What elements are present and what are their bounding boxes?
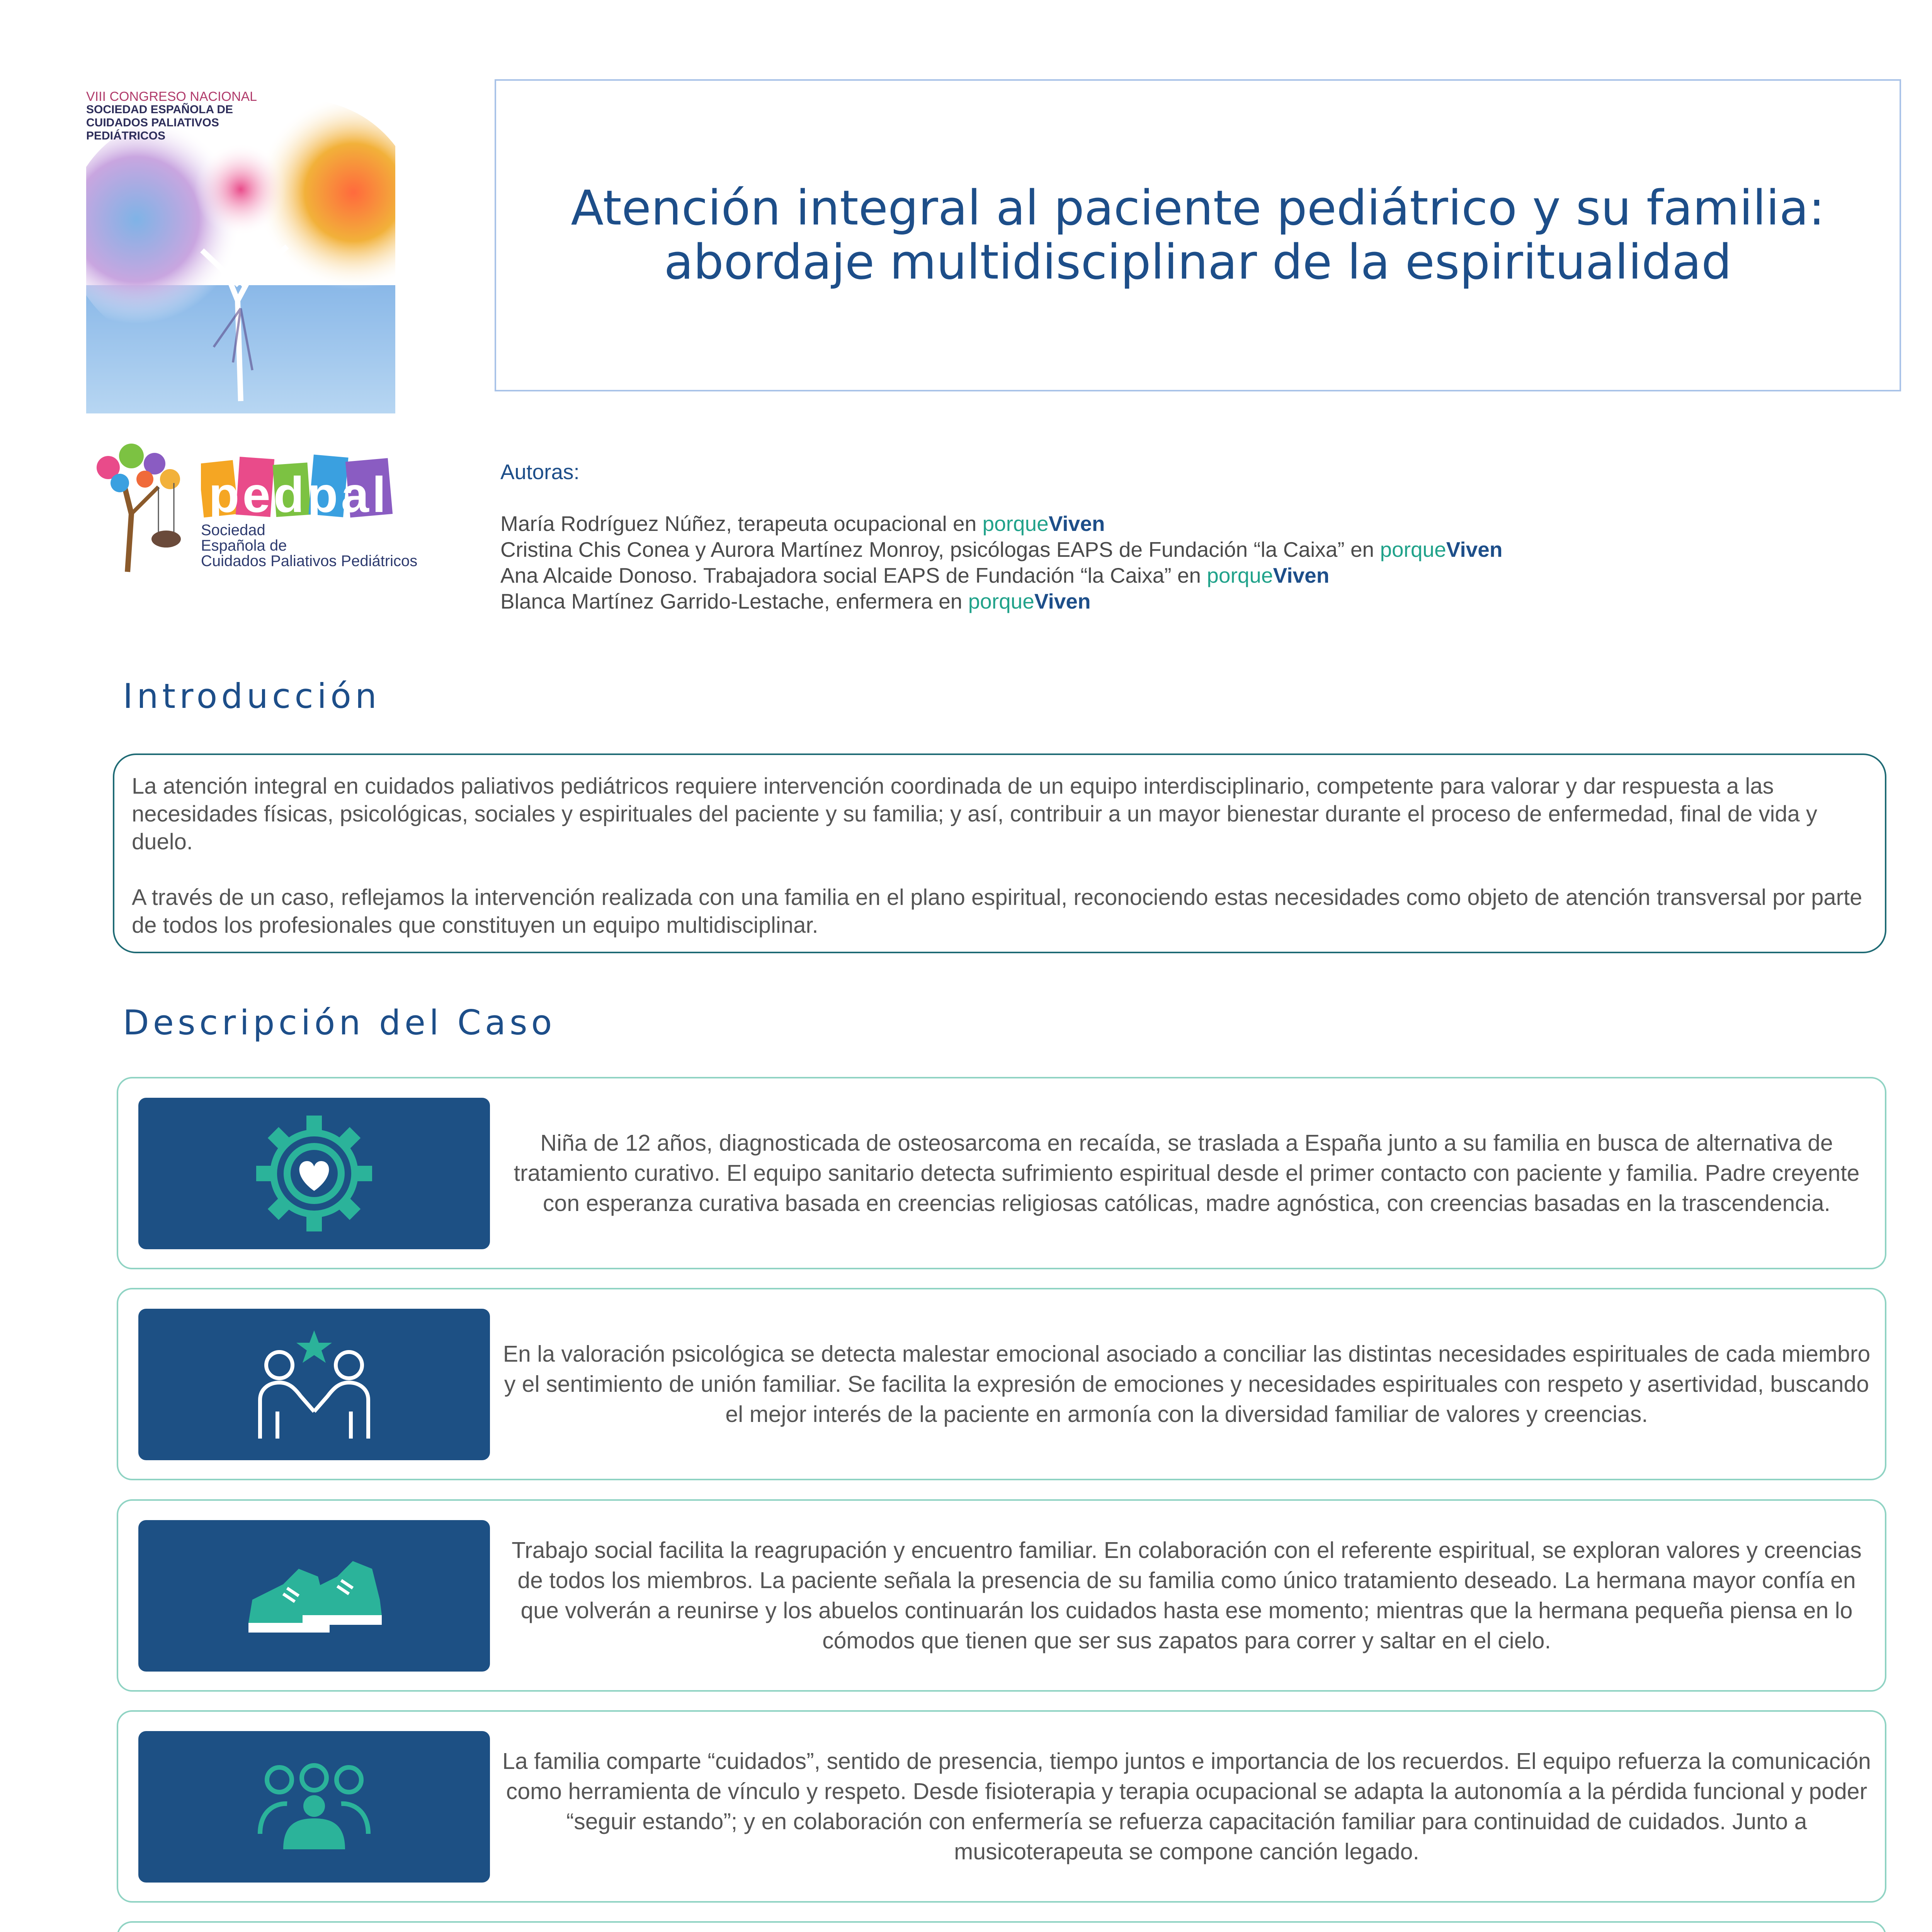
case-text-2: En la valoración psicológica se detecta malestar emocional asociado a conciliar las distintas necesidades espirituales de cada miembro y el sentimiento de unión familiar. Se facilita la expresión de emociones y necesidades espirituales con respeto y asertividad, buscando el mejor interés de la paciente en armonía con la diversidad familiar de valores y creencias.: [503, 1341, 1871, 1427]
family-group-icon: [252, 1757, 376, 1857]
intro-paragraph-2: A través de un caso, reflejamos la intervención realizada con una familia en el plano espiritual, reconociendo estas necesidades como objeto de atención transversal por parte de todos los profesionales que constituyen un equipo multidisciplinar.: [132, 885, 1862, 938]
pedpal-logo: [81, 433, 421, 587]
authors-label: Autoras:: [500, 460, 580, 484]
case-text-5: [501, 1923, 1872, 1932]
case-text-1: Niña de 12 años, diagnosticada de osteosarcoma en recaída, se traslada a España junto a su familia en busca de alternativa de tratamiento curativo. El equipo sanitario detecta sufrimiento espiritual desde el primer contacto con paciente y familia. Padre creyente con esperanza curativa basada en creencias religiosas católicas, madre agnóstica, con creencias basadas en la trascendencia.: [514, 1130, 1860, 1216]
cover-subtitle-2: CUIDADOS PALIATIVOS: [86, 116, 219, 129]
case-text-3: Trabajo social facilita la reagrupación y encuentro familiar. En colaboración con el referente espiritual, se exploran valores y creencias de todos los miembros. La paciente señala la presencia de su familia como único tratamiento deseado. La hermana mayor confía en que volverán a reunirse y los abuelos continuarán los cuidados hasta ese momento; mientras que la hermana pequeña piensa en lo cómodos que tienen que ser sus zapatos para correr y saltar en el cielo.: [512, 1537, 1862, 1653]
authors-block: [500, 459, 1891, 614]
cover-subtitle-3: PEDIÁTRICOS: [86, 129, 166, 142]
case-card-5: [117, 1921, 1886, 1932]
case-icon-panel: [138, 1309, 490, 1460]
case-icon-panel: [138, 1731, 490, 1883]
author-line: María Rodríguez Núñez, terapeuta ocupacional en porqueViven: [500, 512, 1105, 536]
author-line: Blanca Martínez Garrido-Lestache, enfermera en porqueViven: [500, 589, 1091, 613]
title-box: [495, 79, 1901, 391]
case-icon-panel: [138, 1098, 490, 1249]
case-heading: Descripción del Caso: [123, 1003, 556, 1043]
case-card-1: [117, 1077, 1886, 1269]
sneakers-icon: [241, 1546, 388, 1646]
tree-swing-icon: [81, 437, 197, 576]
handshake-star-icon: [252, 1323, 376, 1446]
author-line: Cristina Chis Conea y Aurora Martínez Monroy, psicólogas EAPS de Fundación “la Caixa” en porqueViven: [500, 537, 1503, 561]
case-card-3: [117, 1499, 1886, 1692]
poster-title: [571, 181, 1825, 289]
intro-heading: Introducción: [123, 676, 381, 716]
pedpal-logo-text: pedpal: [209, 466, 389, 523]
congress-cover-image: [86, 69, 395, 413]
intro-paragraph-1: La atención integral en cuidados paliativos pediátricos requiere intervención coordinada de un equipo interdisciplinario, competente para valorar y dar respuesta a las necesidades físicas, psicológicas, sociales y espirituales del paciente y su familia; y así, contribuir a un mayor bienestar durante el proceso de enfermedad, final de vida y duelo.: [132, 774, 1817, 854]
gear-heart-icon: [248, 1108, 380, 1239]
pedpal-caption: Sociedad Española de Cuidados Paliativos Pediátricos: [201, 522, 418, 570]
case-card-4: [117, 1710, 1886, 1903]
title-line-2: abordaje multidisciplinar de la espiritualidad: [664, 235, 1732, 290]
intro-box: [113, 753, 1886, 953]
cover-title: VIII CONGRESO NACIONAL: [86, 89, 257, 104]
case-card-2: [117, 1288, 1886, 1480]
pedpal-wordmark: [201, 450, 402, 523]
case-icon-panel: [138, 1520, 490, 1672]
cover-subtitle-1: SOCIEDAD ESPAÑOLA DE: [86, 103, 233, 116]
title-line-1: Atención integral al paciente pediátrico y su familia:: [571, 180, 1825, 236]
author-line: Ana Alcaide Donoso. Trabajadora social EAPS de Fundación “la Caixa” en porqueViven: [500, 563, 1330, 587]
case-text-4: La familia comparte “cuidados”, sentido de presencia, tiempo juntos e importancia de los recuerdos. El equipo refuerza la comunicación como herramienta de vínculo y respeto. Desde fisioterapia y terapia ocupacional se adapta la autonomía a la pérdida funcional y poder “seguir estando”; y en colaboración con enfermería se refuerza capacitación familiar para continuidad de cuidados. Junto a musicoterapeuta se compone canción legado.: [502, 1748, 1871, 1864]
